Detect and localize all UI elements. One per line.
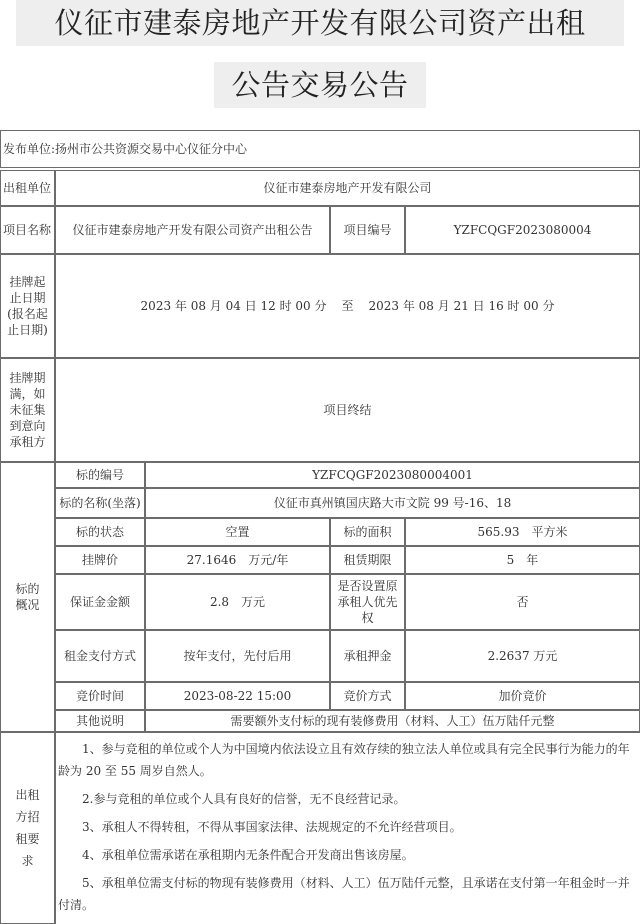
subject-group-label: 标的概况: [0, 462, 55, 732]
subject-bid-method-value: 加价竞价: [405, 682, 640, 710]
subject-term-value: 5 年: [405, 546, 640, 574]
subject-payment-value: 按年支付，先付后用: [145, 630, 330, 682]
subject-bid-method-label: 竞价方式: [330, 682, 405, 710]
subject-no-value: YZFCQGF2023080004001: [145, 462, 640, 488]
subject-name-label: 标的名称(坐落): [55, 488, 145, 518]
subject-price-value: 27.1646 万元/年: [145, 546, 330, 574]
subject-area-label: 标的面积: [330, 518, 405, 546]
subject-priority-label: 是否设置原承租人优先权: [330, 574, 405, 630]
project-name-label: 项目名称: [0, 206, 55, 254]
page-title-line-1: 仪征市建泰房地产开发有限公司资产出租: [16, 0, 624, 46]
page-title-line-2: 公告交易公告: [214, 62, 426, 108]
project-no-label: 项目编号: [330, 206, 405, 254]
listing-period-label: 挂牌起止日期(报名起止日期): [0, 254, 55, 358]
listing-period-row: [55, 254, 640, 358]
requirements-list: [58, 738, 638, 916]
subject-status-value: 空置: [145, 518, 330, 546]
listing-to: 至: [341, 299, 354, 313]
requirement-item: 3、承租人不得转租，不得从事国家法律、法规规定的不允许经营项目。: [82, 820, 462, 834]
requirement-item: 4、承租单位需承诺在承租期内无条件配合开发商出售该房屋。: [82, 848, 414, 862]
subject-other-value: 需要额外支付标的现有装修费用（材料、人工）伍万陆仟元整: [145, 710, 640, 732]
requirement-item: 5、承租单位需支付标的物现有装修费用（材料、人工）伍万陆仟元整，且承诺在支付第一年租金时一并付清。: [58, 876, 630, 912]
publisher-value: 扬州市公共资源交易中心仪征分中心: [55, 142, 248, 156]
subject-name-value: 仪征市真州镇国庆路大市文院 99 号-16、18: [145, 488, 640, 518]
subject-area-value: 565.93 平方米: [405, 518, 640, 546]
subject-bid-time-label: 竞价时间: [55, 682, 145, 710]
project-no-value: YZFCQGF2023080004: [405, 206, 640, 254]
subject-payment-label: 租金支付方式: [55, 630, 145, 682]
subject-term-label: 租赁期限: [330, 546, 405, 574]
subject-lease-deposit-label: 承租押金: [330, 630, 405, 682]
subject-priority-value: 否: [405, 574, 640, 630]
subject-deposit-label: 保证金金额: [55, 574, 145, 630]
publisher-label: 发布单位:: [3, 142, 56, 156]
subject-deposit-value: 2.8 万元: [145, 574, 330, 630]
expiry-value: 项目终结: [55, 358, 640, 462]
requirements-label: 出租方招租要求: [0, 732, 55, 924]
subject-bid-time-value: 2023-08-22 15:00: [145, 682, 330, 710]
listing-end: 2023 年 08 月 21 日 16 时 00 分: [368, 299, 555, 313]
lessor-label: 出租单位: [0, 170, 55, 206]
requirement-item: 1、参与竞租的单位或个人为中国境内依法设立且有效存续的独立法人单位或具有完全民事行为能力的年龄为 20 至 55 周岁自然人。: [58, 742, 630, 778]
lessor-value: 仪征市建泰房地产开发有限公司: [55, 170, 640, 206]
subject-status-label: 标的状态: [55, 518, 145, 546]
subject-lease-deposit-value: 2.2637 万元: [405, 630, 640, 682]
subject-other-label: 其他说明: [55, 710, 145, 732]
requirement-item: 2.参与竞租的单位或个人具有良好的信誉，无不良经营记录。: [82, 792, 406, 806]
subject-price-label: 挂牌价: [55, 546, 145, 574]
expiry-label: 挂牌期满，如未征集到意向承租方: [0, 358, 55, 462]
publisher-row: [0, 130, 640, 168]
listing-start: 2023 年 08 月 04 日 12 时 00 分: [140, 299, 327, 313]
project-name-value: 仪征市建泰房地产开发有限公司资产出租公告: [55, 206, 330, 254]
subject-no-label: 标的编号: [55, 462, 145, 488]
